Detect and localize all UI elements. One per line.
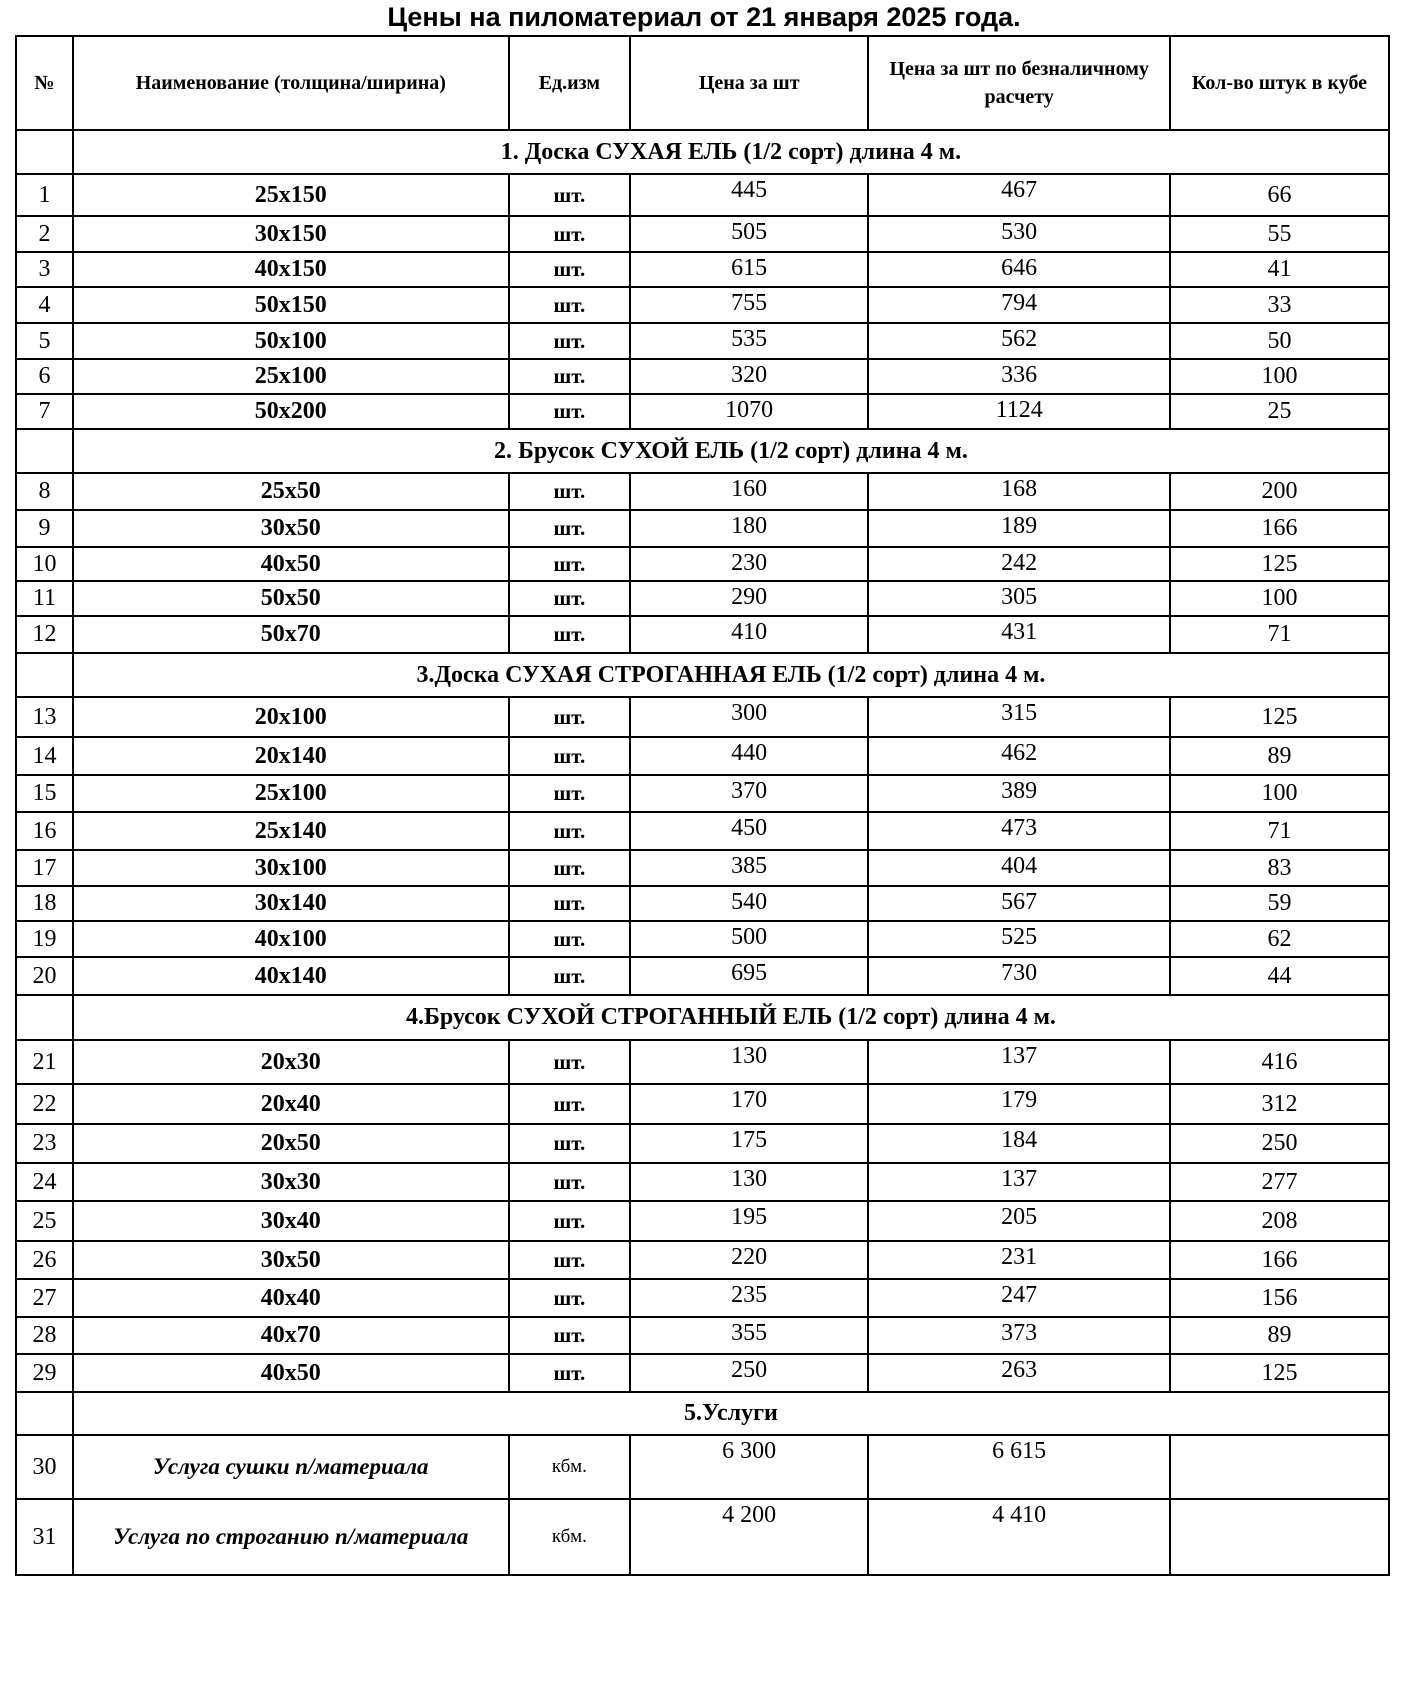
row-qty: 100 <box>1170 359 1389 394</box>
row-price: 250 <box>630 1354 868 1392</box>
row-unit: шт. <box>509 1201 630 1241</box>
row-unit: шт. <box>509 1279 630 1317</box>
row-unit: шт. <box>509 737 630 775</box>
table-body <box>16 130 1389 1575</box>
section-title: 3.Доска СУХАЯ СТРОГАННАЯ ЕЛЬ (1/2 сорт) длина 4 м. <box>73 653 1389 697</box>
row-number: 6 <box>16 359 73 394</box>
row-number: 14 <box>16 737 73 775</box>
row-price-cashless: 4 410 <box>868 1499 1170 1575</box>
row-number: 3 <box>16 252 73 287</box>
row-unit: шт. <box>509 287 630 323</box>
table-row <box>16 359 1389 394</box>
row-number: 23 <box>16 1124 73 1163</box>
row-price: 6 300 <box>630 1435 868 1499</box>
section-title: 5.Услуги <box>73 1392 1389 1435</box>
row-price-cashless: 184 <box>868 1124 1170 1163</box>
row-number: 31 <box>16 1499 73 1575</box>
table-row <box>16 547 1389 581</box>
row-name: 40х140 <box>73 957 509 995</box>
row-unit: шт. <box>509 394 630 429</box>
row-number: 26 <box>16 1241 73 1279</box>
header-unit: Ед.изм <box>509 36 630 130</box>
table-row <box>16 216 1389 252</box>
row-name: Услуга по строганию п/материала <box>73 1499 509 1575</box>
row-price: 755 <box>630 287 868 323</box>
row-qty: 125 <box>1170 1354 1389 1392</box>
row-qty: 312 <box>1170 1084 1389 1124</box>
table-row <box>16 323 1389 359</box>
header-qty: Кол-во штук в кубе <box>1170 36 1389 130</box>
row-name: 40х50 <box>73 1354 509 1392</box>
row-qty: 208 <box>1170 1201 1389 1241</box>
header-row <box>16 36 1389 130</box>
row-unit: шт. <box>509 775 630 812</box>
row-price-cashless: 205 <box>868 1201 1170 1241</box>
row-price-cashless: 137 <box>868 1040 1170 1084</box>
section-empty-cell <box>16 653 73 697</box>
section-header-row <box>16 429 1389 473</box>
row-unit: шт. <box>509 921 630 957</box>
table-row <box>16 1124 1389 1163</box>
row-unit: шт. <box>509 1040 630 1084</box>
row-name: 20х100 <box>73 697 509 737</box>
table-row <box>16 775 1389 812</box>
row-price: 1070 <box>630 394 868 429</box>
header-price-cashless: Цена за шт по безналичному расчету <box>868 36 1170 130</box>
row-number: 7 <box>16 394 73 429</box>
row-name: 40х70 <box>73 1317 509 1354</box>
row-qty <box>1170 1435 1389 1499</box>
row-name: 20х140 <box>73 737 509 775</box>
row-price: 130 <box>630 1163 868 1201</box>
row-number: 29 <box>16 1354 73 1392</box>
row-price: 175 <box>630 1124 868 1163</box>
row-price: 130 <box>630 1040 868 1084</box>
price-table <box>15 35 1390 1576</box>
row-number: 11 <box>16 581 73 616</box>
row-name: 50х150 <box>73 287 509 323</box>
row-name: 50х50 <box>73 581 509 616</box>
row-price: 355 <box>630 1317 868 1354</box>
section-title: 2. Брусок СУХОЙ ЕЛЬ (1/2 сорт) длина 4 м. <box>73 429 1389 473</box>
table-row <box>16 473 1389 510</box>
row-name: 50х70 <box>73 616 509 653</box>
row-price-cashless: 646 <box>868 252 1170 287</box>
row-price: 290 <box>630 581 868 616</box>
row-price: 445 <box>630 174 868 216</box>
row-name: 30х30 <box>73 1163 509 1201</box>
row-unit: шт. <box>509 697 630 737</box>
row-number: 8 <box>16 473 73 510</box>
row-name: 50х100 <box>73 323 509 359</box>
row-unit: шт. <box>509 547 630 581</box>
row-price-cashless: 404 <box>868 850 1170 886</box>
section-header-row <box>16 130 1389 174</box>
table-row <box>16 921 1389 957</box>
table-row <box>16 174 1389 216</box>
row-unit: шт. <box>509 886 630 921</box>
row-price: 230 <box>630 547 868 581</box>
table-row <box>16 957 1389 995</box>
row-name: 40х100 <box>73 921 509 957</box>
row-price: 535 <box>630 323 868 359</box>
row-name: 20х30 <box>73 1040 509 1084</box>
row-price: 300 <box>630 697 868 737</box>
row-price-cashless: 730 <box>868 957 1170 995</box>
row-price-cashless: 263 <box>868 1354 1170 1392</box>
row-number: 24 <box>16 1163 73 1201</box>
row-qty: 41 <box>1170 252 1389 287</box>
row-qty: 89 <box>1170 1317 1389 1354</box>
row-qty: 250 <box>1170 1124 1389 1163</box>
page-title: Цены на пиломатериал от 21 января 2025 года. <box>387 2 1021 32</box>
row-price-cashless: 247 <box>868 1279 1170 1317</box>
row-number: 13 <box>16 697 73 737</box>
header-price: Цена за шт <box>630 36 868 130</box>
row-price-cashless: 305 <box>868 581 1170 616</box>
row-price: 615 <box>630 252 868 287</box>
row-price-cashless: 373 <box>868 1317 1170 1354</box>
row-price: 450 <box>630 812 868 850</box>
table-row <box>16 1354 1389 1392</box>
table-row <box>16 886 1389 921</box>
row-price: 220 <box>630 1241 868 1279</box>
row-price: 320 <box>630 359 868 394</box>
row-number: 4 <box>16 287 73 323</box>
section-empty-cell <box>16 995 73 1040</box>
row-qty: 33 <box>1170 287 1389 323</box>
table-row <box>16 287 1389 323</box>
row-price: 410 <box>630 616 868 653</box>
section-header-row <box>16 995 1389 1040</box>
row-qty: 200 <box>1170 473 1389 510</box>
row-unit: кбм. <box>509 1499 630 1575</box>
row-price: 540 <box>630 886 868 921</box>
section-empty-cell <box>16 1392 73 1435</box>
row-unit: шт. <box>509 216 630 252</box>
row-name: 20х40 <box>73 1084 509 1124</box>
row-name: 40х150 <box>73 252 509 287</box>
row-name: 30х150 <box>73 216 509 252</box>
table-row <box>16 1241 1389 1279</box>
row-price-cashless: 1124 <box>868 394 1170 429</box>
row-unit: шт. <box>509 1084 630 1124</box>
row-price: 505 <box>630 216 868 252</box>
row-price-cashless: 242 <box>868 547 1170 581</box>
row-qty: 66 <box>1170 174 1389 216</box>
table-row <box>16 1499 1389 1575</box>
row-price-cashless: 462 <box>868 737 1170 775</box>
row-qty: 62 <box>1170 921 1389 957</box>
section-title: 1. Доска СУХАЯ ЕЛЬ (1/2 сорт) длина 4 м. <box>73 130 1389 174</box>
row-qty: 44 <box>1170 957 1389 995</box>
row-price-cashless: 189 <box>868 510 1170 547</box>
row-unit: шт. <box>509 812 630 850</box>
row-price: 170 <box>630 1084 868 1124</box>
row-price-cashless: 6 615 <box>868 1435 1170 1499</box>
table-row <box>16 1279 1389 1317</box>
row-name: 30х50 <box>73 510 509 547</box>
row-name: 30х140 <box>73 886 509 921</box>
row-name: 20х50 <box>73 1124 509 1163</box>
row-qty: 25 <box>1170 394 1389 429</box>
table-row <box>16 510 1389 547</box>
row-name: 25х100 <box>73 359 509 394</box>
row-name: 30х50 <box>73 1241 509 1279</box>
row-unit: кбм. <box>509 1435 630 1499</box>
row-price: 695 <box>630 957 868 995</box>
row-number: 17 <box>16 850 73 886</box>
row-price: 500 <box>630 921 868 957</box>
row-number: 10 <box>16 547 73 581</box>
section-empty-cell <box>16 130 73 174</box>
row-qty: 83 <box>1170 850 1389 886</box>
row-price-cashless: 315 <box>868 697 1170 737</box>
row-qty: 277 <box>1170 1163 1389 1201</box>
row-unit: шт. <box>509 850 630 886</box>
row-unit: шт. <box>509 1241 630 1279</box>
row-price-cashless: 525 <box>868 921 1170 957</box>
row-price-cashless: 179 <box>868 1084 1170 1124</box>
row-unit: шт. <box>509 581 630 616</box>
section-title: 4.Брусок СУХОЙ СТРОГАННЫЙ ЕЛЬ (1/2 сорт) длина 4 м. <box>73 995 1389 1040</box>
row-number: 20 <box>16 957 73 995</box>
row-number: 21 <box>16 1040 73 1084</box>
row-unit: шт. <box>509 473 630 510</box>
row-number: 9 <box>16 510 73 547</box>
row-unit: шт. <box>509 957 630 995</box>
row-price-cashless: 530 <box>868 216 1170 252</box>
header-name: Наименование (толщина/ширина) <box>73 36 509 130</box>
row-price-cashless: 231 <box>868 1241 1170 1279</box>
row-name: 25х150 <box>73 174 509 216</box>
row-unit: шт. <box>509 616 630 653</box>
row-price-cashless: 567 <box>868 886 1170 921</box>
row-number: 18 <box>16 886 73 921</box>
row-number: 28 <box>16 1317 73 1354</box>
table-row <box>16 616 1389 653</box>
row-number: 2 <box>16 216 73 252</box>
table-row <box>16 850 1389 886</box>
row-price: 385 <box>630 850 868 886</box>
row-unit: шт. <box>509 174 630 216</box>
row-name: 30х100 <box>73 850 509 886</box>
table-row <box>16 1435 1389 1499</box>
row-unit: шт. <box>509 1163 630 1201</box>
row-price-cashless: 336 <box>868 359 1170 394</box>
row-qty: 100 <box>1170 775 1389 812</box>
row-qty: 71 <box>1170 616 1389 653</box>
row-unit: шт. <box>509 1317 630 1354</box>
row-name: 40х40 <box>73 1279 509 1317</box>
row-qty <box>1170 1499 1389 1575</box>
row-number: 5 <box>16 323 73 359</box>
row-price-cashless: 137 <box>868 1163 1170 1201</box>
row-qty: 100 <box>1170 581 1389 616</box>
row-price: 180 <box>630 510 868 547</box>
row-qty: 89 <box>1170 737 1389 775</box>
row-unit: шт. <box>509 359 630 394</box>
row-price-cashless: 431 <box>868 616 1170 653</box>
section-header-row <box>16 1392 1389 1435</box>
row-unit: шт. <box>509 1354 630 1392</box>
row-number: 19 <box>16 921 73 957</box>
row-qty: 125 <box>1170 547 1389 581</box>
row-unit: шт. <box>509 252 630 287</box>
row-name: 25х140 <box>73 812 509 850</box>
table-row <box>16 1084 1389 1124</box>
row-price: 160 <box>630 473 868 510</box>
header-num: № <box>16 36 73 130</box>
row-price: 235 <box>630 1279 868 1317</box>
row-qty: 416 <box>1170 1040 1389 1084</box>
table-row <box>16 1163 1389 1201</box>
table-row <box>16 394 1389 429</box>
row-qty: 55 <box>1170 216 1389 252</box>
row-name: 25х100 <box>73 775 509 812</box>
table-row <box>16 1201 1389 1241</box>
row-unit: шт. <box>509 1124 630 1163</box>
row-price-cashless: 473 <box>868 812 1170 850</box>
row-qty: 71 <box>1170 812 1389 850</box>
row-qty: 50 <box>1170 323 1389 359</box>
row-number: 22 <box>16 1084 73 1124</box>
table-row <box>16 737 1389 775</box>
section-header-row <box>16 653 1389 697</box>
row-number: 1 <box>16 174 73 216</box>
row-name: Услуга сушки п/материала <box>73 1435 509 1499</box>
row-price-cashless: 467 <box>868 174 1170 216</box>
row-name: 30х40 <box>73 1201 509 1241</box>
table-row <box>16 1317 1389 1354</box>
row-number: 30 <box>16 1435 73 1499</box>
row-unit: шт. <box>509 323 630 359</box>
row-name: 25х50 <box>73 473 509 510</box>
row-qty: 166 <box>1170 1241 1389 1279</box>
row-qty: 156 <box>1170 1279 1389 1317</box>
row-name: 40х50 <box>73 547 509 581</box>
row-price-cashless: 794 <box>868 287 1170 323</box>
row-number: 15 <box>16 775 73 812</box>
row-qty: 125 <box>1170 697 1389 737</box>
row-number: 25 <box>16 1201 73 1241</box>
row-name: 50х200 <box>73 394 509 429</box>
row-number: 12 <box>16 616 73 653</box>
row-qty: 59 <box>1170 886 1389 921</box>
row-price-cashless: 562 <box>868 323 1170 359</box>
table-row <box>16 1040 1389 1084</box>
table-row <box>16 581 1389 616</box>
row-price: 4 200 <box>630 1499 868 1575</box>
row-price: 195 <box>630 1201 868 1241</box>
row-price: 440 <box>630 737 868 775</box>
row-qty: 166 <box>1170 510 1389 547</box>
row-price: 370 <box>630 775 868 812</box>
row-price-cashless: 389 <box>868 775 1170 812</box>
section-empty-cell <box>16 429 73 473</box>
row-number: 27 <box>16 1279 73 1317</box>
table-row <box>16 697 1389 737</box>
table-row <box>16 252 1389 287</box>
row-price-cashless: 168 <box>868 473 1170 510</box>
row-unit: шт. <box>509 510 630 547</box>
row-number: 16 <box>16 812 73 850</box>
table-row <box>16 812 1389 850</box>
